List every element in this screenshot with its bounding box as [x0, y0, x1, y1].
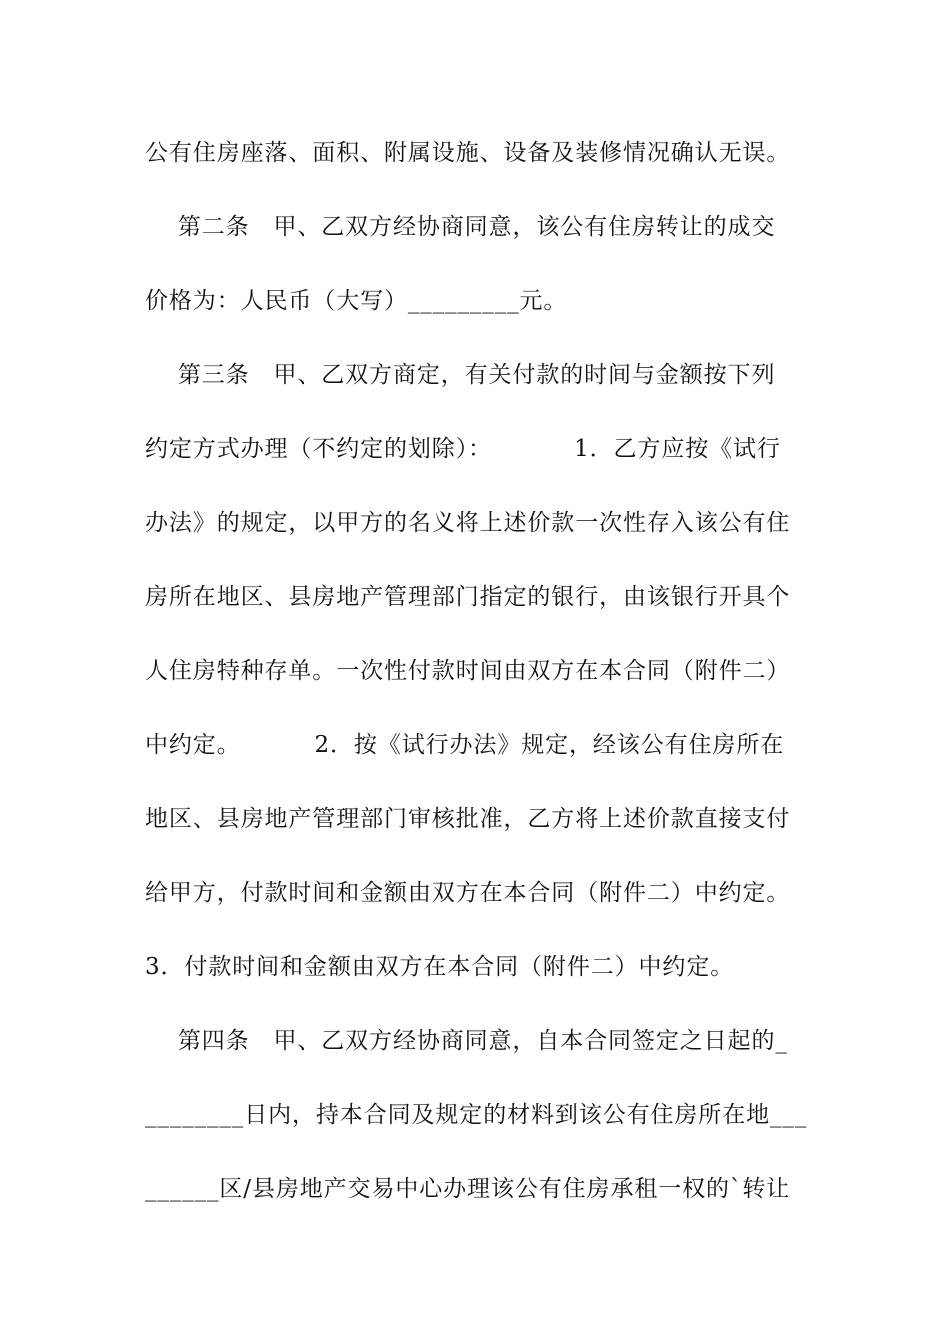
text-line: 房所在地区、县房地产管理部门指定的银行，由该银行开具个 [145, 584, 791, 610]
text-line: 办法》的规定，以甲方的名义将上述价款一次性存入该公有住 [145, 510, 791, 536]
text-line: ________日内，持本合同及规定的材料到该公有住房所在地___ [145, 1102, 808, 1128]
text-line: 给甲方，付款时间和金额由双方在本合同（附件二）中约定。 [145, 880, 791, 906]
text-line: ______区/县房地产交易中心办理该公有住房承租一权的`转让 [145, 1176, 791, 1202]
text-line: 3．付款时间和金额由双方在本合同（附件二）中约定。 [145, 954, 735, 980]
text-line: 第四条 甲、乙双方经协商同意，自本合同签定之日起的_ [145, 1028, 788, 1054]
text-line: 人住房特种存单。一次性付款时间由双方在本合同（附件二） [145, 658, 791, 684]
text-line: 中约定。 2．按《试行办法》规定，经该公有住房所在 [145, 732, 785, 758]
text-line: 第三条 甲、乙双方商定，有关付款的时间与金额按下列 [145, 362, 776, 388]
text-line: 约定方式办理（不约定的划除）： 1．乙方应按《试行 [145, 436, 781, 462]
text-line: 地区、县房地产管理部门审核批准，乙方将上述价款直接支付 [145, 806, 791, 832]
text-line: 第二条 甲、乙双方经协商同意，该公有住房转让的成交 [145, 214, 776, 240]
text-line: 公有住房座落、面积、附属设施、设备及装修情况确认无误。 [145, 140, 791, 166]
text-line: 价格为：人民币（大写）_________元。 [145, 288, 568, 314]
